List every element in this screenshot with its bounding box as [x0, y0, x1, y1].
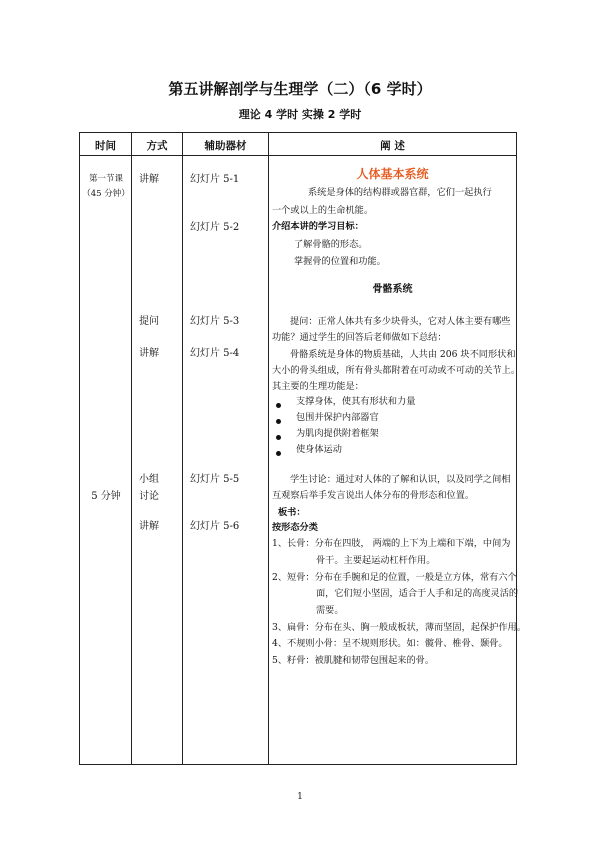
bullet-icon: [276, 443, 281, 462]
learning-goals-title: 介绍本讲的学习目标：: [272, 221, 364, 232]
discussion-line-1: 学生讨论：通过对人体的了解和认识，以及同学之间相: [290, 474, 511, 485]
function-item: 包围并保护内部器官: [296, 412, 379, 423]
short-bone-line-2: 面，它们短小坚固，适合于人手和足的高度灵活的: [316, 588, 519, 599]
slide-5-2: 幻灯片 5-2: [190, 222, 240, 233]
method-group-2: 讨论: [139, 491, 159, 502]
method-question: 提问: [139, 316, 159, 327]
function-item: 为肌肉提供附着框架: [296, 428, 379, 439]
slide-5-6: 幻灯片 5-6: [190, 521, 240, 532]
discussion-line-2: 互观察后举手发言说出人体分布的骨形态和位置。: [272, 490, 475, 501]
slide-5-5: 幻灯片 5-5: [190, 474, 240, 485]
classify-title: 按形态分类: [272, 522, 318, 533]
skeleton-line-1: 骨骼系统是身体的物质基础，人共由 206 块不同形状和: [290, 349, 516, 360]
header-description: 阐 述: [380, 140, 405, 152]
board-label: 板书：: [278, 507, 306, 518]
question-line-2: 功能？通过学生的回答后老师做如下总结：: [272, 332, 447, 343]
col-line-4: [516, 132, 517, 765]
table-border-bottom: [79, 764, 517, 765]
flat-bone-line: 3、扁骨：分布在头、胸一般成板状，薄而坚固，起保护作用。: [272, 622, 526, 633]
col-line-0: [79, 132, 80, 765]
learning-goal-2: 掌握骨的位置和功能。: [294, 256, 386, 267]
system-definition-line-1: 系统是身体的结构群或器官群，它们一起执行: [308, 187, 492, 198]
short-bone-line-3: 需要。: [316, 605, 344, 616]
time-five-minutes: 5 分钟: [91, 491, 121, 502]
function-item: 使身体运动: [296, 444, 342, 455]
method-group-1: 小组: [139, 474, 159, 485]
skeleton-line-3: 其主要的生理功能是：: [272, 381, 364, 392]
col-line-3: [268, 132, 269, 765]
slide-5-1: 幻灯片 5-1: [190, 174, 240, 185]
page-subtitle: 理论 4 学时 实操 2 学时: [238, 108, 362, 121]
time-first-lesson: 第一节课: [88, 174, 123, 184]
section-title-body-systems: 人体基本系统: [356, 167, 429, 181]
question-line-1: 提问：正常人体共有多少块骨头，它对人体主要有哪些: [290, 316, 511, 327]
time-first-duration: （45 分钟）: [82, 189, 130, 199]
method-lecture-3: 讲解: [139, 521, 159, 532]
col-line-2: [182, 132, 183, 765]
method-lecture-1: 讲解: [139, 174, 159, 185]
sesamoid-bone-line: 5、籽骨：被肌腱和韧带包围起来的骨。: [272, 655, 435, 666]
section-title-skeletal-system: 骨骼系统: [372, 284, 413, 295]
page-number: 1: [297, 792, 303, 802]
long-bone-line-2: 骨干。主要起运动杠杆作用。: [316, 555, 436, 566]
slide-5-3: 幻灯片 5-3: [190, 316, 240, 327]
header-divider: [79, 155, 517, 156]
header-equipment: 辅助器材: [204, 140, 247, 152]
learning-goal-1: 了解骨骼的形态。: [294, 239, 368, 250]
method-lecture-2: 讲解: [139, 348, 159, 359]
table-border-top: [79, 132, 517, 133]
short-bone-line-1: 2、短骨：分布在手腕和足的位置，一般是立方体，常有六个: [272, 572, 517, 583]
page-title: 第五讲解剖学与生理学（二）（6 学时）: [168, 80, 432, 98]
col-line-1: [131, 132, 132, 765]
system-definition-line-2: 一个或以上的生命机能。: [272, 205, 374, 216]
header-time: 时间: [95, 140, 116, 152]
long-bone-line-1: 1、长骨：分布在四肢， 两端的上下为上端和下端，中间为: [272, 538, 511, 549]
function-item: 支撑身体，使其有形状和力量: [296, 396, 416, 407]
irregular-bone-line: 4、不规则小骨：呈不规则形状。如：髋骨、椎骨、颞骨。: [272, 638, 508, 649]
slide-5-4: 幻灯片 5-4: [190, 348, 240, 359]
header-method: 方式: [146, 140, 168, 152]
skeleton-line-2: 大小的骨头组成，所有骨头都附着在可动或不可动的关节上。: [272, 365, 521, 376]
